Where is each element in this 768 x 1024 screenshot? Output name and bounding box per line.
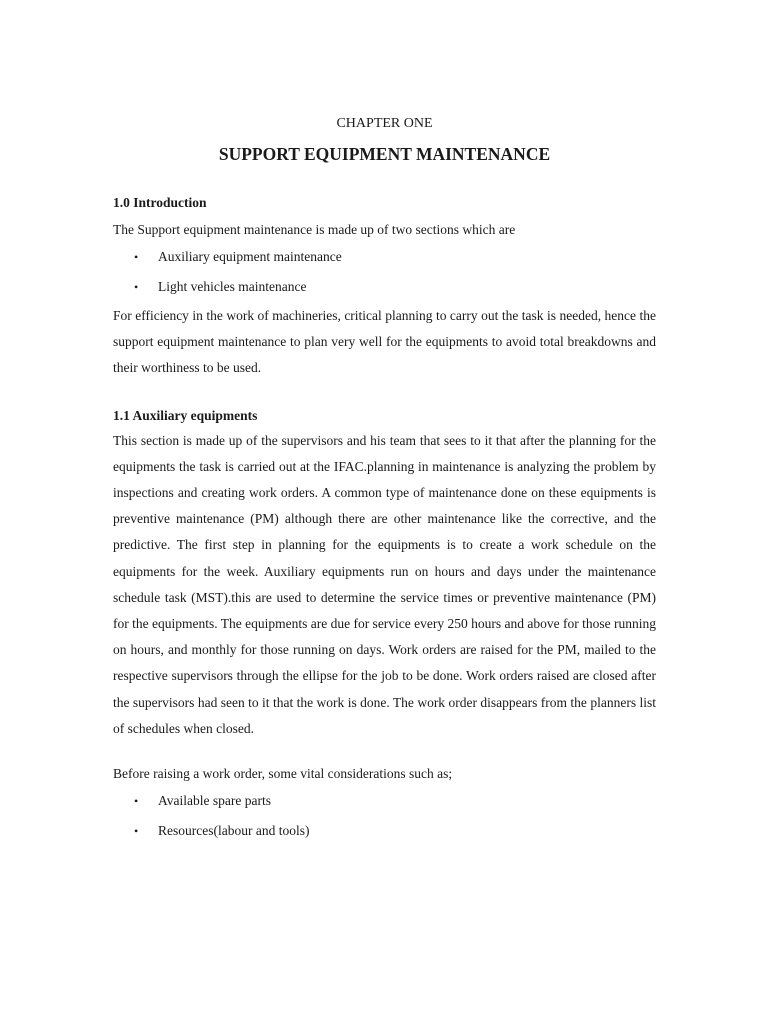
bullet-icon: •: [134, 280, 139, 294]
document-title: SUPPORT EQUIPMENT MAINTENANCE: [218, 144, 551, 164]
document-page: [113, 114, 656, 846]
list-item: [113, 786, 656, 816]
list-item: [113, 272, 656, 302]
list-item-text: Available spare parts: [158, 793, 271, 809]
intro-sentence: The Support equipment maintenance is made up of two sections which are: [113, 222, 516, 237]
list-item-text: Resources(labour and tools): [158, 823, 310, 839]
list-item: [113, 816, 656, 846]
section-heading-auxiliary: 1.1 Auxiliary equipments: [113, 407, 258, 423]
bullet-icon: •: [134, 794, 139, 809]
intro-paragraph: For efficiency in the work of machineries, critical planning to carry out the task is needed, hence the support equipment maintenance to plan very well for the equipments to avoid total breakdowns and their worthiness to be used.: [113, 308, 656, 376]
list-item-text: Light vehicles maintenance: [158, 279, 307, 294]
bullet-icon: •: [134, 250, 139, 264]
considerations-list: [113, 786, 656, 846]
section-heading-introduction: 1.0 Introduction: [113, 195, 207, 210]
auxiliary-paragraph: This section is made up of the supervisors and his team that sees to it that after the planning for the equipments the task is carried out at the IFAC.planning in maintenance is analyzing the problem by inspections and creating work orders. A common type of maintenance done on these equipments is preventive maintenance (PM) although there are other maintenance like the corrective, and the predictive. The first step in planning for the equipments is to create a work schedule on the equipments for the week. Auxiliary equipments run on hours and days under the maintenance schedule task (MST).this are used to determine the service times or preventive maintenance (PM) for the equipments. The equipments are due for service every 250 hours and above for those running on hours, and monthly for those running on days. Work orders are raised for the PM, mailed to the respective supervisors through the ellipse for the job to be done. Work orders raised are closed after the supervisors had seen to it that the work is done. The work order disappears from the planners list of schedules when closed.: [113, 432, 656, 736]
bullet-icon: •: [134, 824, 139, 839]
chapter-label: CHAPTER ONE: [336, 116, 433, 131]
considerations-intro: Before raising a work order, some vital considerations such as;: [113, 766, 453, 782]
list-item: [113, 242, 656, 272]
list-item-text: Auxiliary equipment maintenance: [158, 249, 342, 264]
sections-list: [113, 242, 656, 302]
